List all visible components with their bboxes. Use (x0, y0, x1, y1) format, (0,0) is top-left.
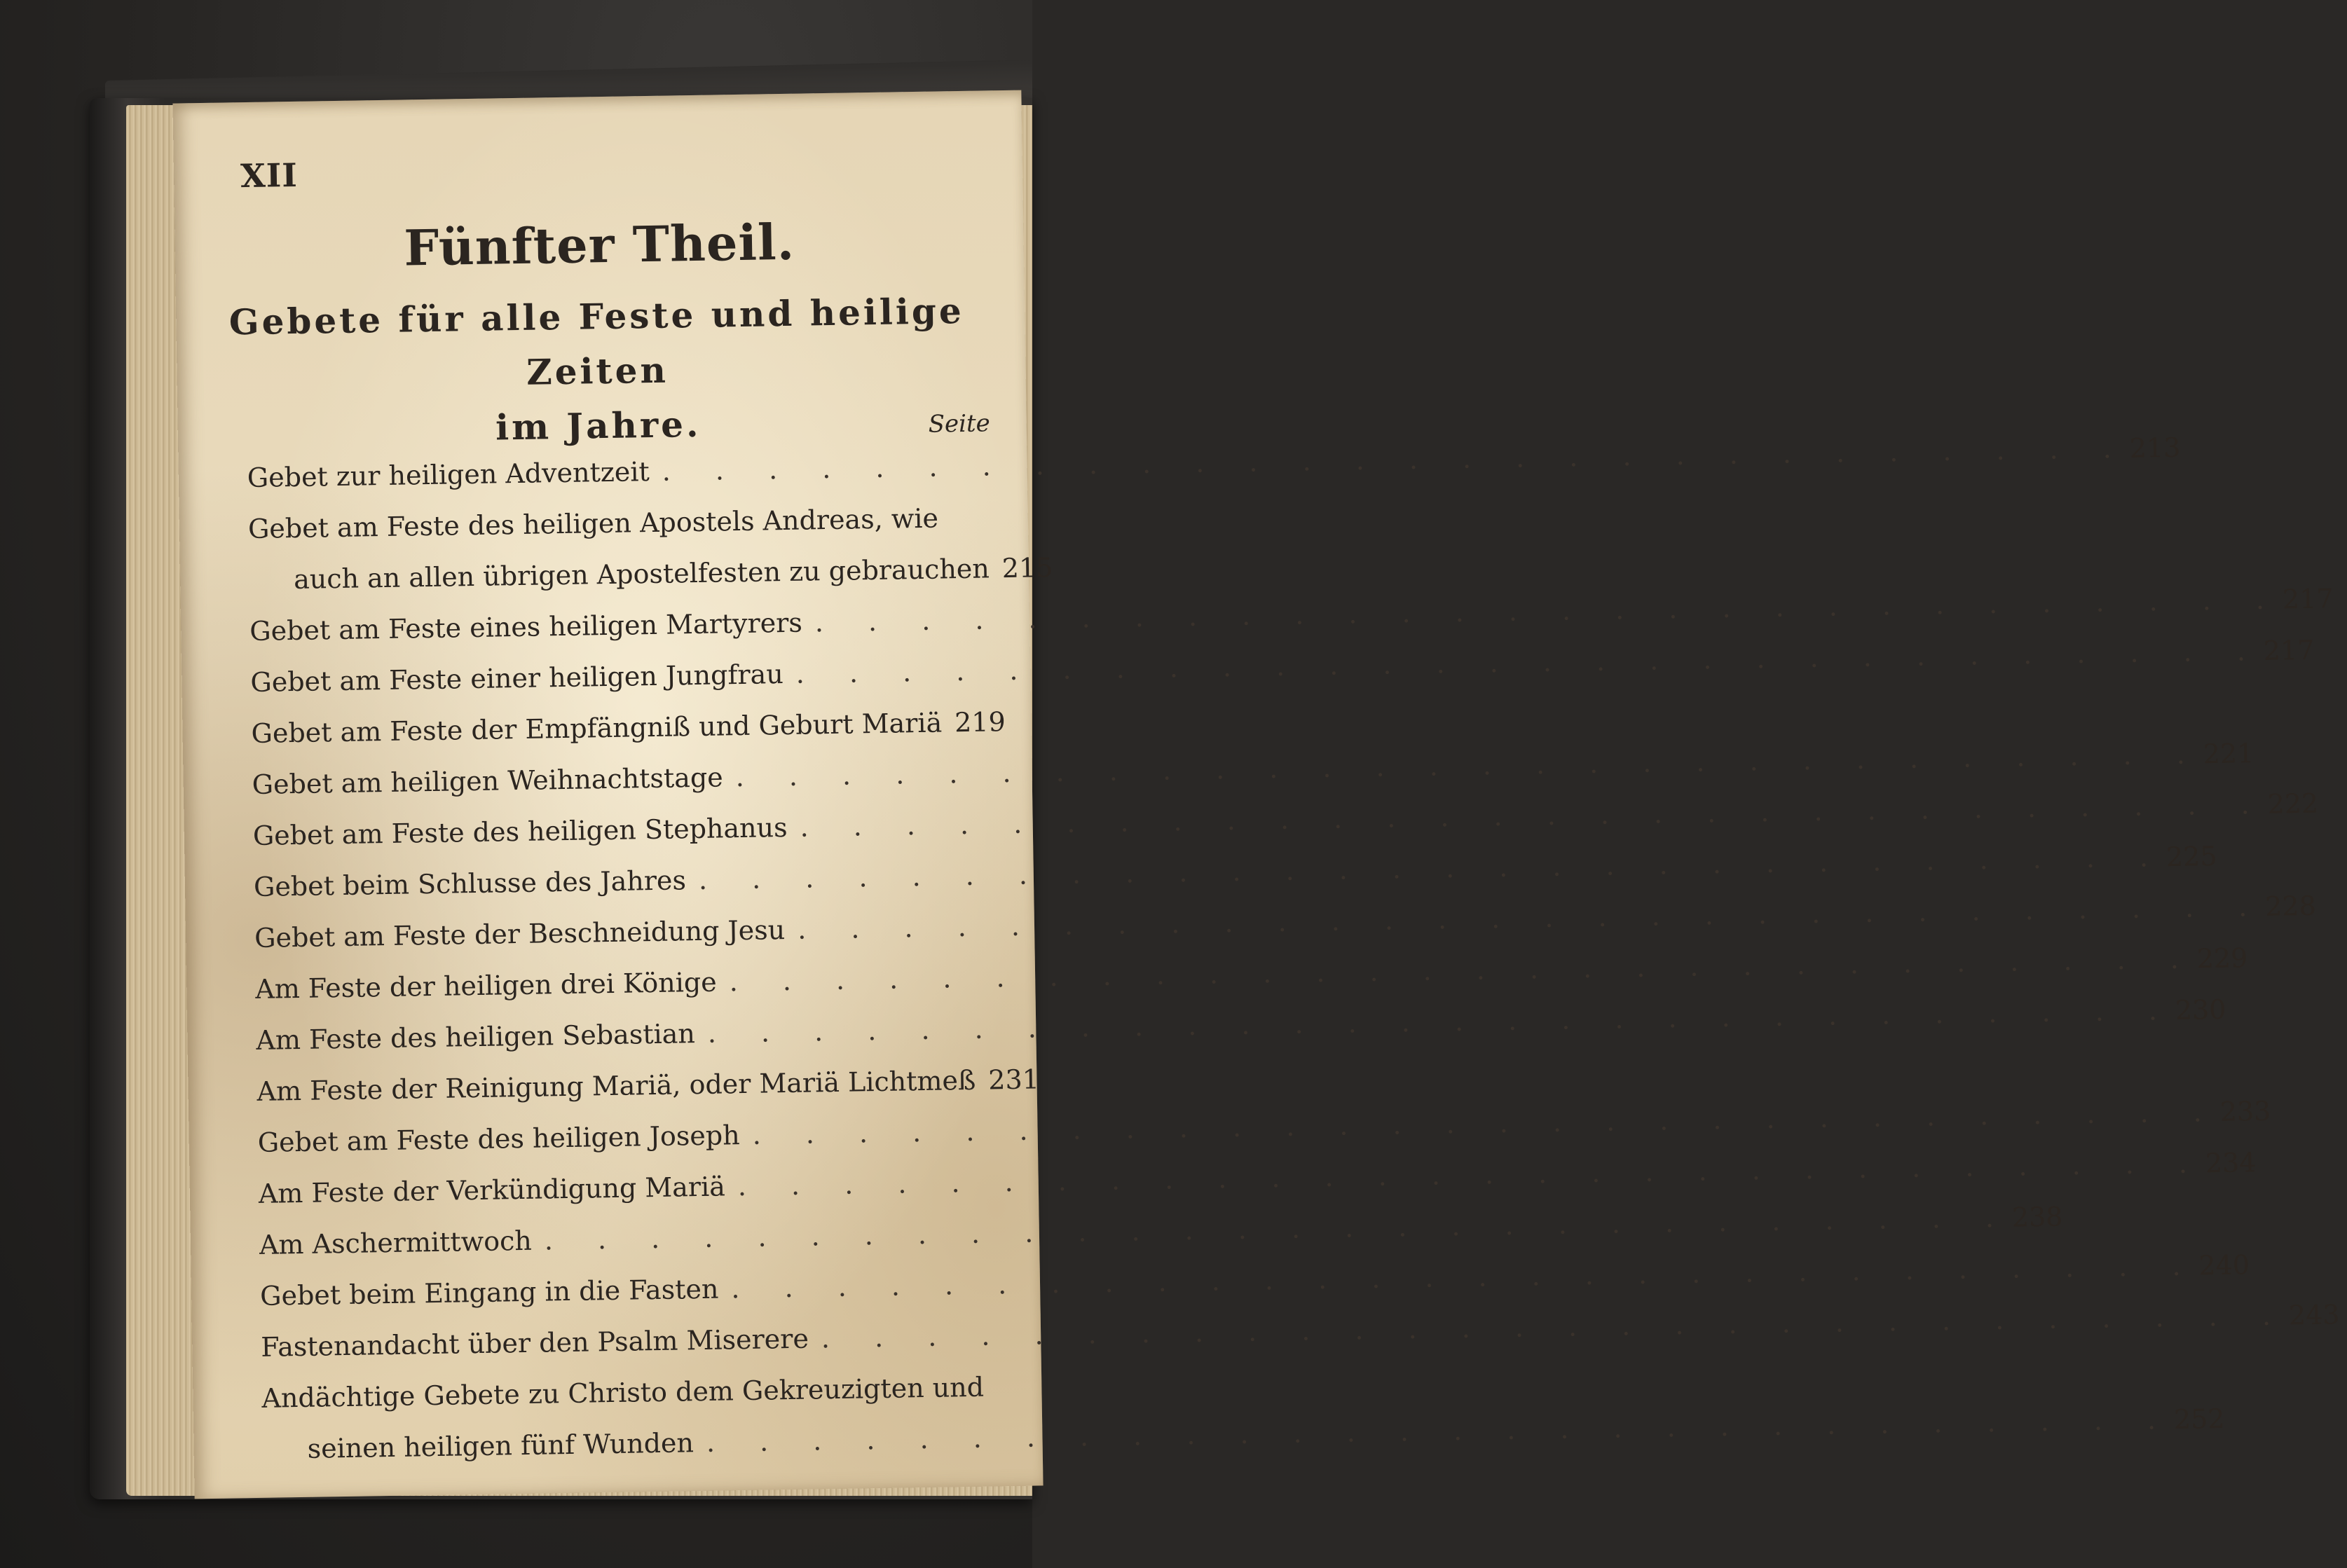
toc-entry (256, 1058, 1040, 1113)
part-subtitle-line-1: Gebete für alle Feste und heilige Zeiten (228, 289, 965, 393)
toc-leader-dots: . . . . . . . . . . . . . . . . . . . . . . . . . . . . (814, 584, 2283, 638)
toc-entry (253, 840, 2217, 909)
toc-leader-dots: . . . . . . . . . . . . . . . . . . . . . . . . . . . . (800, 788, 2268, 843)
part-subtitle-line-2: im Jahre. (495, 403, 702, 448)
toc-entry-title: Gebet am Feste eines heiligen Martyrers (249, 607, 803, 647)
page-number: XII (240, 156, 299, 195)
toc-entry-page: 252 (2173, 1403, 2225, 1436)
toc-entry-page: 238 (2011, 1201, 2063, 1233)
toc-entry-continuation (262, 1403, 2225, 1471)
toc-entry-title: Am Feste der heiligen drei Könige (254, 966, 717, 1005)
toc-entry-page: 230 (2175, 993, 2226, 1026)
toc-entry (250, 634, 2315, 704)
toc-leader-dots: . . . . . . . . . . . . . . . . . . . . . . . . . . . . (797, 890, 2266, 945)
toc-leader-dots: . . . . . . . . . . . . . . . . . . . . . . . . . . . . (821, 1300, 2290, 1354)
toc-entry-title: seinen heiligen fünf Wunden (307, 1427, 694, 1464)
toc-entry-title: Gebet am heiligen Weihnachtstage (252, 762, 724, 800)
toc-entry-page: 222 (2267, 788, 2319, 820)
toc-leader-dots: . . . . . . . . . . . . . . . . . . . . . . . . . . . . (729, 943, 2198, 998)
seite-column-label: Seite (928, 409, 991, 439)
toc-entry (258, 1147, 2257, 1216)
toc-entry-title: Gebet zur heiligen Adventzeit (247, 456, 650, 494)
toc-entry-title: Am Aschermittwoch (259, 1225, 533, 1260)
toc-entry-page: 234 (2205, 1147, 2257, 1179)
toc-entry-continuation (249, 546, 1053, 602)
toc-entry-title: Gebet am Feste des heiligen Apostels Andreas, wie (247, 502, 939, 545)
toc-entry-title: Gebet am Feste der Beschneidung Jesu (254, 914, 786, 954)
toc-leader-dots: . . . . . . . . . . . . . . . . . . . . . . . . . . . . (735, 738, 2204, 793)
toc-entry (247, 432, 2181, 500)
toc-leader-dots: . . . . . . . . . . . . . . . . . . . . . . . . . . . . (731, 1250, 2199, 1305)
toc-entry-page: 217 (2263, 634, 2315, 666)
toc-entry (247, 495, 992, 551)
toc-entry-page: 240 (2198, 1249, 2250, 1281)
toc-entry-page: 229 (2196, 942, 2248, 975)
toc-entry-title: Gebet beim Eingang in die Fasten (259, 1273, 719, 1312)
toc-entry-title: Andächtige Gebete zu Christo dem Gekreuzigten und (261, 1371, 985, 1414)
toc-entry (252, 738, 2254, 806)
toc-entry-title: Gebet am Feste des heiligen Joseph (257, 1120, 740, 1158)
part-title: Fünfter Theil. (403, 212, 795, 277)
table-of-contents (172, 90, 2340, 1499)
toc-leader-dots: . . . . . . . . . . . . . . . . . . . . . . . . . . . . (737, 1148, 2206, 1202)
toc-entry-title: Am Feste der Verkündigung Mariä (258, 1171, 726, 1209)
toc-leader-dots: . . . . . . . . . . . . . . . . . . . . . . . . . . . . (706, 1404, 2175, 1458)
toc-leader-dots: . . . . . . . . . . . . . . . . . . . . . . . . . . . . (544, 1202, 2013, 1256)
toc-entry-title: Fastenandacht über den Psalm Miserere (260, 1323, 809, 1363)
toc-entry (259, 1249, 2250, 1318)
toc-entry-page: 243 (2288, 1299, 2340, 1331)
toc-entry (260, 1299, 2340, 1369)
toc-entry-page: 233 (2219, 1095, 2271, 1127)
toc-entry-title: Gebet am Feste der Empfängniß und Geburt Mariä (251, 707, 943, 749)
book-page (172, 90, 2340, 1499)
toc-entry-title: Gebet am Feste einer heiligen Jungfrau (250, 659, 784, 698)
toc-entry-title: Gebet am Feste des heiligen Stephanus (252, 811, 788, 851)
toc-leader-dots: . . . . . . . . . . . . . . . . . . . . . . . . . . . . (752, 1096, 2221, 1150)
toc-entry-title: Am Feste des heiligen Sebastian (256, 1018, 696, 1056)
toc-entry-page: 219 (954, 706, 1006, 738)
toc-entry-page: 231 (987, 1064, 1040, 1096)
toc-entry-page: 217 (2282, 583, 2334, 615)
toc-leader-dots: . . . . . . . . . . . . . . . . . . . . . . . . . . . . (795, 635, 2264, 689)
toc-entry (251, 700, 1006, 755)
toc-entry (261, 1365, 1006, 1420)
toc-entry-page: 228 (2264, 890, 2317, 922)
toc-entry (259, 1201, 2063, 1267)
toc-leader-dots: . . . . . . . . . . . . . . . . . . . . . . . . . . . . (662, 432, 2130, 487)
toc-entry-page: 225 (2165, 840, 2217, 873)
toc-entry-page: 221 (2203, 738, 2254, 770)
toc-entry-title: Am Feste der Reinigung Mariä, oder Mariä Lichtmeß (256, 1064, 976, 1107)
toc-entry-title: auch an allen übrigen Apostelfesten zu gebrauchen (293, 553, 990, 596)
toc-entry (249, 583, 2334, 653)
toc-entry-title: Gebet beim Schlusse des Jahres (253, 865, 687, 902)
toc-leader-dots: . . . . . . . . . . . . . . . . . . . . . . . . . . . . (707, 994, 2176, 1049)
toc-entry (256, 993, 2226, 1062)
toc-leader-dots: . . . . . . . . . . . . . . . . . . . . . . . . . . . . (698, 841, 2167, 895)
toc-entry-page: 215 (1001, 551, 1053, 584)
toc-entry-page: 213 (2129, 432, 2181, 464)
